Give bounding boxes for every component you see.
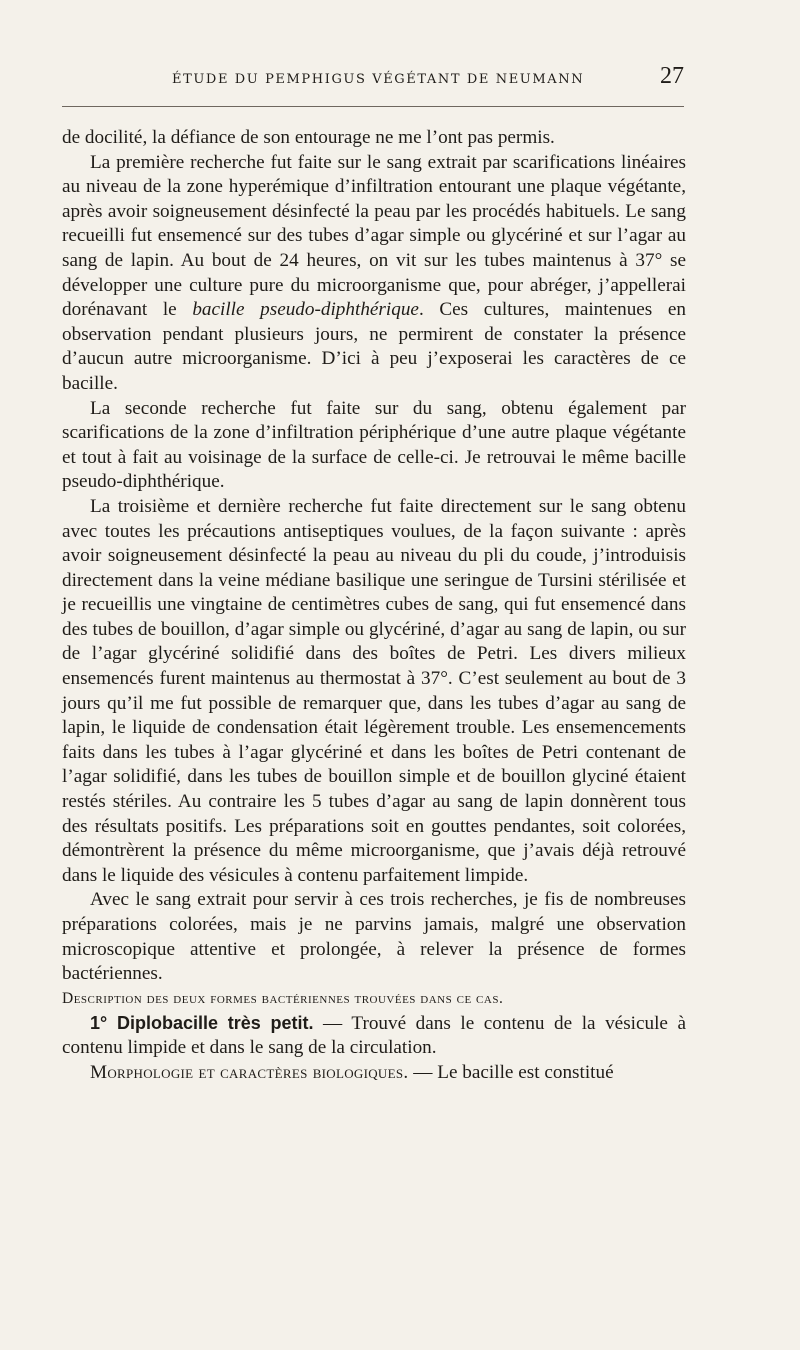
- paragraph-diplobacillus: [62, 1011, 686, 1061]
- diplobacillus-text: — Trouvé dans le contenu de la vésicule à contenu limpide et dans le sang de la circulation.: [62, 1012, 687, 1059]
- paragraph-first-research-text-b: . Ces cultures, maintenues en observation pendant plusieurs jours, ne permirent de constater la présence d’aucun autre microorganisme. D’ici à peu j’exposerai les caractères de ce bacille.: [62, 299, 686, 394]
- running-title: ÉTUDE DU PEMPHIGUS VÉGÉTANT DE NEUMANN: [172, 72, 585, 87]
- page-number: 27: [660, 63, 684, 89]
- morphology-heading: Morphologie et caractères biologiques.: [90, 1061, 409, 1083]
- morphology-text: — Le bacille est constitué: [408, 1061, 614, 1083]
- paragraph-observations: Avec le sang extrait pour servir à ces trois recherches, je fis de nombreuses préparations colorées, mais je ne parvins jamais, malgré une observation microscopique attentive et prolongée, à relever la présence de formes bactériennes.: [62, 889, 686, 985]
- paragraph-second-research: La seconde recherche fut faite sur du sang, obtenu également par scarifications de la zone d’infiltration périphérique d’une autre plaque végétante et tout à fait au voisinage de la surface de celle-ci. Je retrouvai le même bacille pseudo-diphthérique.: [62, 397, 686, 493]
- running-header: [62, 64, 684, 100]
- paragraph-first-research-text-a: La première recherche fut faite sur le sang extrait par scarifications linéaires au niveau de la zone hyperémique d’infiltration entourant une plaque végétante, après avoir soigneusement désinfecté la peau par les procédés habituels. Le sang recueilli fut ensemencé sur des tubes d’agar simple ou glycériné et sur l’agar au sang de lapin. Au bout de 24 heures, on vit sur les tubes maintenus à 37° se développer une culture pure du microorganisme que, pour abréger, j’appellerai dorénavant le: [62, 151, 686, 321]
- paragraph-morphology: [62, 1061, 686, 1086]
- paragraph-continued: de docilité, la défiance de son entourage ne me l’ont pas permis.: [62, 127, 555, 148]
- italic-bacillus-name: bacille pseudo-diphthérique: [192, 299, 419, 321]
- paragraph-third-research: La troisième et dernière recherche fut faite directement sur le sang obtenu avec toutes les précautions antiseptiques voulues, de la façon suivante : après avoir soigneusement désinfecté la peau au niveau du pli du coude, j’introduisis directement dans la veine médiane basilique une seringue de Tursini stérilisée et je recueillis une vingtaine de centimètres cubes de sang, qui fut ensemencé dans des tubes de bouillon, d’agar simple ou glycériné, d’agar au sang de lapin, ou sur de l’agar glycériné solidifié dans des boîtes de Petri. Les divers milieux ensemencés furent maintenus au thermostat à 37°. C’est seulement au bout de 3 jours qu’il me fut possible de remarquer que, dans les tubes d’agar au sang de lapin, le liquide de condensation était légèrement trouble. Les ensemencements faits dans les tubes à l’agar glycériné et dans les boîtes de Petri contenant de l’agar solidifié, dans les tubes de bouillon simple et de bouillon glyciné étaient restés stériles. Au contraire les 5 tubes d’agar au sang de lapin donnèrent tous des résultats positifs. Les préparations soit en gouttes pendantes, soit colorées, démontrèrent la présence du même microorganisme, que j’avais déjà retrouvé dans le liquide des vésicules à contenu parfaitement limpide.: [62, 495, 686, 886]
- diplobacillus-heading: 1° Diplobacille très petit.: [90, 1012, 314, 1033]
- body-text: [62, 126, 686, 1086]
- paragraph-first-research: [62, 151, 686, 397]
- section-heading: Description des deux formes bactériennes trouvées dans ce cas.: [62, 989, 504, 1007]
- header-rule: [62, 106, 684, 107]
